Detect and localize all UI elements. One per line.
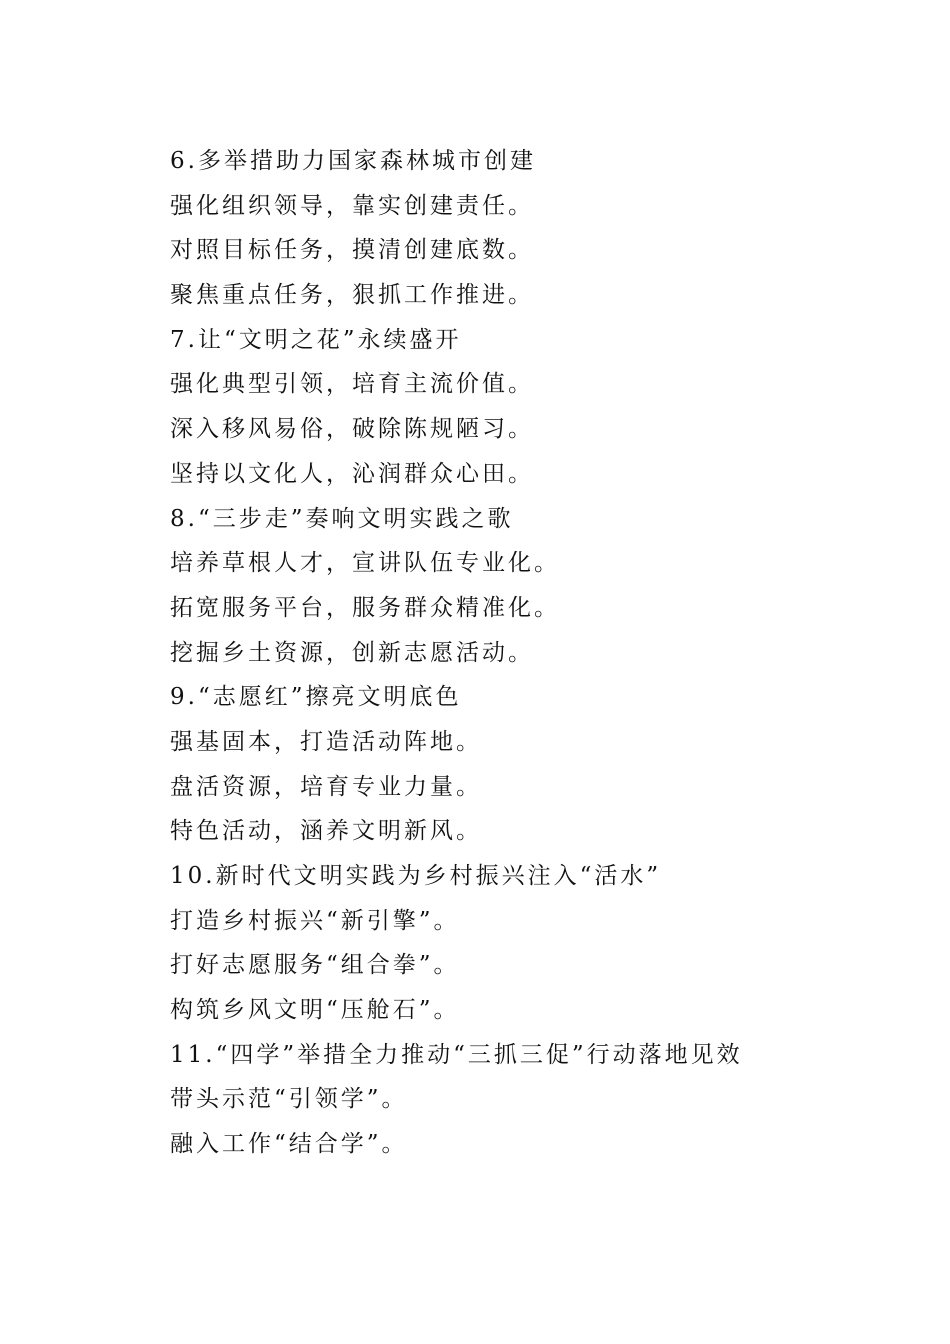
text-line: 打造乡村振兴“新引擎”。 [170, 907, 460, 934]
text-line: 拓宽服务平台，服务群众精准化。 [170, 594, 560, 621]
text-line: 强化组织领导，靠实创建责任。 [170, 192, 534, 219]
text-line: 带头示范“引领学”。 [170, 1086, 408, 1113]
heading-8: 8.“三步走”奏响文明实践之歌 [170, 505, 514, 532]
text-line: 强化典型引领，培育主流价值。 [170, 371, 534, 398]
text-line: 对照目标任务，摸清创建底数。 [170, 237, 534, 264]
document-body [170, 139, 870, 1167]
text-line: 盘活资源，培育专业力量。 [170, 773, 482, 800]
heading-6: 6.多举措助力国家森林城市创建 [170, 148, 536, 174]
heading-10: 10.新时代文明实践为乡村振兴注入“活水” [170, 863, 662, 889]
heading-7: 7.让“文明之花”永续盛开 [170, 326, 462, 353]
text-line: 特色活动，涵养文明新风。 [170, 818, 482, 845]
text-line: 培养草根人才，宣讲队伍专业化。 [170, 550, 560, 577]
heading-11: 11.“四学”举措全力推动“三抓三促”行动落地见效 [170, 1041, 743, 1068]
text-line: 深入移风易俗，破除陈规陋习。 [170, 416, 534, 443]
heading-9: 9.“志愿红”擦亮文明底色 [170, 684, 462, 711]
text-line: 打好志愿服务“组合拳”。 [170, 952, 460, 979]
text-line: 融入工作“结合学”。 [170, 1131, 408, 1158]
text-line: 聚焦重点任务，狠抓工作推进。 [170, 282, 534, 309]
text-line: 强基固本，打造活动阵地。 [170, 728, 482, 755]
text-line: 挖掘乡土资源，创新志愿活动。 [170, 639, 534, 666]
text-line: 构筑乡风文明“压舱石”。 [170, 997, 460, 1024]
text-line: 坚持以文化人，沁润群众心田。 [170, 460, 534, 487]
